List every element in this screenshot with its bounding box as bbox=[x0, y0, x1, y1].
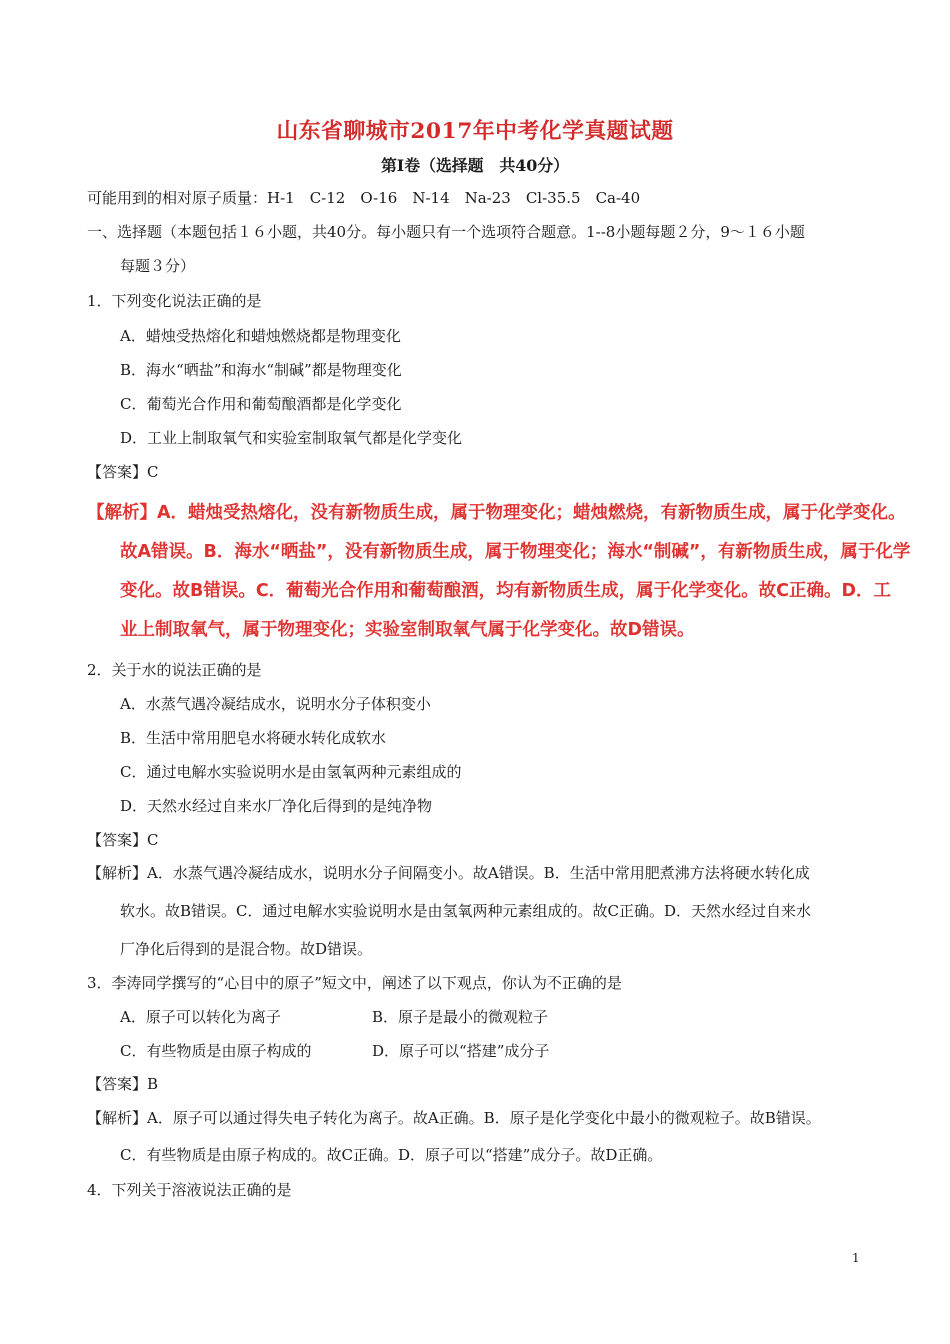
page-number: 1 bbox=[852, 1251, 860, 1265]
section-instructions-cont: 每题３分） bbox=[120, 257, 196, 275]
question-2-option-d: D．天然水经过自来水厂净化后得到的是纯净物 bbox=[120, 797, 433, 815]
section-instructions: 一、选择题（本题包括１６小题，共40分。每小题只有一个选项符合题意。1--8小题每题２分，9～１６小题 bbox=[87, 223, 805, 241]
question-1-analysis-line-1: 【解析】A．蜡烛受热熔化，没有新物质生成，属于物理变化；蜡烛燃烧，有新物质生成，属于化学变化。 bbox=[87, 503, 906, 523]
question-2-stem: 2．关于水的说法正确的是 bbox=[87, 661, 262, 679]
question-1-option-c: C．葡萄光合作用和葡萄酿酒都是化学变化 bbox=[120, 395, 402, 413]
question-2-analysis-line-2: 软水。故B错误。C．通过电解水实验说明水是由氢氧两种元素组成的。故C正确。D．天然水经过自来水 bbox=[120, 902, 812, 920]
question-1-analysis-line-3: 变化。故B错误。C．葡萄光合作用和葡萄酿酒，均有新物质生成，属于化学变化。故C正确。D．工 bbox=[120, 581, 892, 601]
question-1-analysis-line-2: 故A错误。B．海水“晒盐”，没有新物质生成，属于物理变化；海水“制碱”，有新物质生成，属于化学 bbox=[120, 542, 911, 562]
question-1-stem: 1．下列变化说法正确的是 bbox=[87, 292, 262, 310]
question-3-option-d: D．原子可以“搭建”成分子 bbox=[372, 1042, 550, 1060]
question-2-option-b: B．生活中常用肥皂水将硬水转化成软水 bbox=[120, 729, 387, 747]
question-2-answer: 【答案】C bbox=[87, 831, 159, 849]
question-1-analysis-line-4: 业上制取氧气，属于物理变化；实验室制取氧气属于化学变化。故D错误。 bbox=[120, 620, 695, 640]
question-1-option-d: D．工业上制取氧气和实验室制取氧气都是化学变化 bbox=[120, 429, 463, 447]
question-3-stem: 3．李涛同学撰写的“心目中的原子”短文中，阐述了以下观点，你认为不正确的是 bbox=[87, 974, 622, 992]
question-3-option-c: C．有些物质是由原子构成的 bbox=[120, 1042, 312, 1060]
question-3-option-a: A．原子可以转化为离子 bbox=[120, 1008, 281, 1026]
question-1-option-a: A．蜡烛受热熔化和蜡烛燃烧都是物理变化 bbox=[120, 327, 401, 345]
question-3-answer: 【答案】B bbox=[87, 1075, 159, 1093]
document-title: 山东省聊城市2017年中考化学真题试题 bbox=[276, 119, 674, 144]
question-1-answer: 【答案】C bbox=[87, 463, 159, 481]
question-4-stem: 4．下列关于溶液说法正确的是 bbox=[87, 1181, 292, 1199]
question-2-analysis-line-1: 【解析】A．水蒸气遇冷凝结成水，说明水分子间隔变小。故A错误。B．生活中常用肥煮沸方法将硬水转化成 bbox=[87, 864, 810, 882]
question-1-option-b: B．海水“晒盐”和海水“制碱”都是物理变化 bbox=[120, 361, 402, 379]
section-subtitle: 第Ⅰ卷（选择题 共40分） bbox=[380, 156, 570, 175]
question-2-option-a: A．水蒸气遇冷凝结成水，说明水分子体积变小 bbox=[120, 695, 431, 713]
atomic-masses-line: 可能用到的相对原子质量：H-1 C-12 O-16 N-14 Na-23 Cl-35.5 Ca-40 bbox=[87, 189, 641, 207]
question-3-analysis-line-2: C．有些物质是由原子构成的。故C正确。D．原子可以“搭建”成分子。故D正确。 bbox=[120, 1146, 663, 1164]
question-3-option-b: B．原子是最小的微观粒子 bbox=[372, 1008, 549, 1026]
question-2-analysis-line-3: 厂净化后得到的是混合物。故D错误。 bbox=[120, 940, 373, 958]
question-3-analysis-line-1: 【解析】A．原子可以通过得失电子转化为离子。故A正确。B．原子是化学变化中最小的微观粒子。故B错误。 bbox=[87, 1109, 821, 1127]
question-2-option-c: C．通过电解水实验说明水是由氢氧两种元素组成的 bbox=[120, 763, 462, 781]
